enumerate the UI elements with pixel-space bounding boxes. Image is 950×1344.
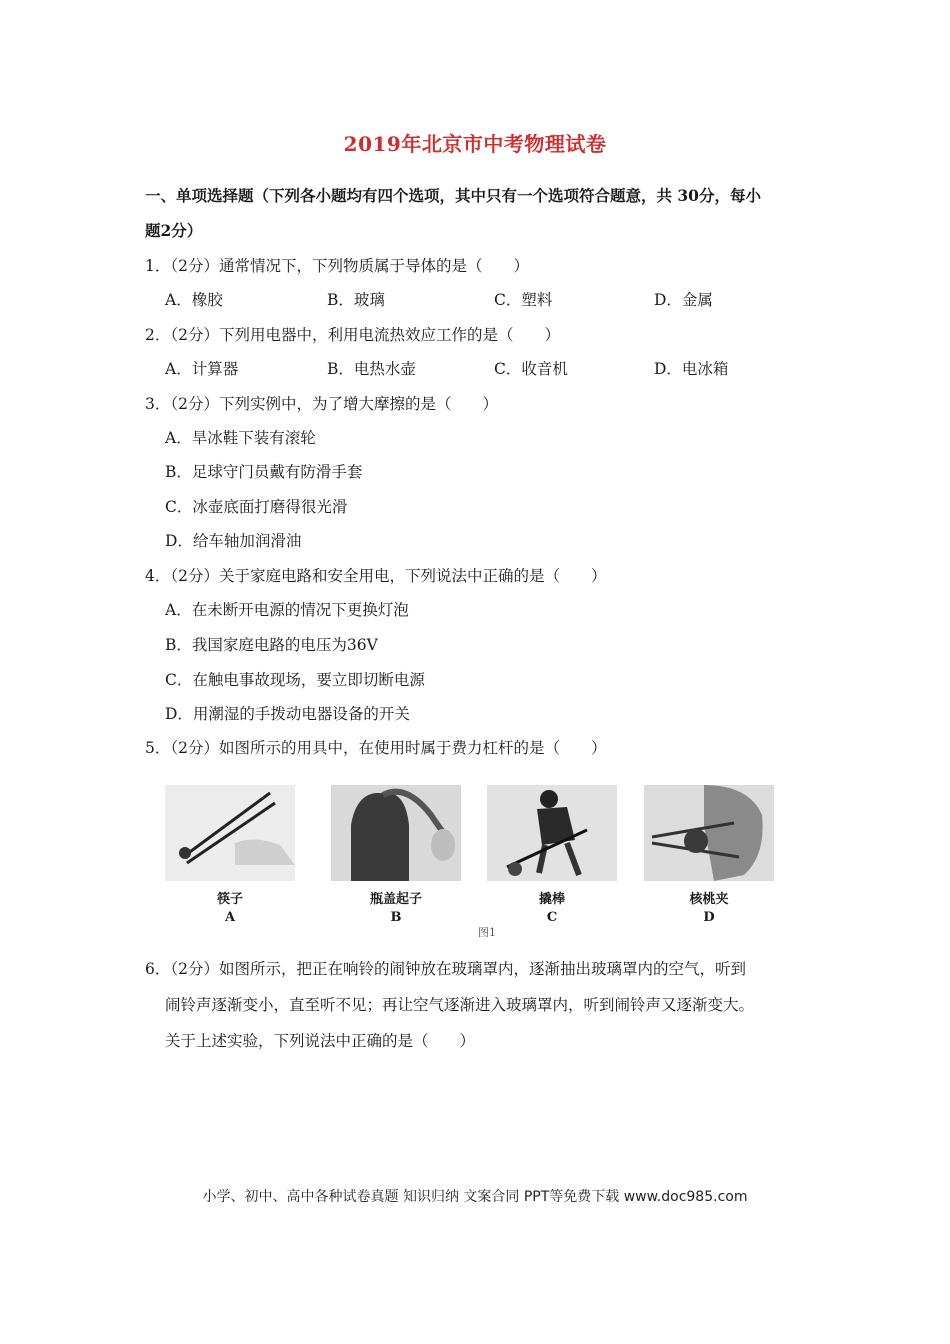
question-2-stem: 2．（2分）下列用电器中，利用电流热效应工作的是（ ） — [145, 326, 560, 344]
question-3-option-c: C．冰壶底面打磨得很光滑 — [165, 498, 348, 516]
figure-caption-d: 核桃夹 — [689, 892, 729, 907]
question-6-stem-cont-2: 关于上述实验，下列说法中正确的是（ ） — [165, 1032, 476, 1050]
question-1-option-b: B．玻璃 — [327, 291, 385, 309]
section-heading-cont: 题2分） — [145, 221, 203, 240]
figure-letter-a: A — [224, 910, 236, 925]
figure-caption-b: 瓶盖起子 — [369, 892, 422, 907]
page-title: 2019年北京市中考物理试卷 — [343, 132, 607, 156]
question-2-option-c: C．收音机 — [494, 360, 568, 378]
figure-letter-c: C — [546, 910, 558, 925]
figure-label: 图1 — [478, 926, 496, 939]
question-3-option-b: B．足球守门员戴有防滑手套 — [165, 463, 363, 481]
section-heading: 一、单项选择题（下列各小题均有四个选项，其中只有一个选项符合题意，共 30分，每小 — [145, 186, 761, 205]
question-2-option-a: A．计算器 — [165, 360, 239, 378]
question-4-option-a: A．在未断开电源的情况下更换灯泡 — [165, 601, 409, 619]
nutcracker-image — [644, 785, 774, 881]
figure-caption-c: 撬棒 — [538, 892, 565, 907]
figure-letter-d: D — [703, 910, 715, 925]
question-2-option-d: D．电冰箱 — [654, 360, 729, 378]
question-3-option-a: A．旱冰鞋下装有滚轮 — [165, 429, 316, 447]
question-1-option-a: A．橡胶 — [165, 291, 223, 309]
question-4-option-b: B．我国家庭电路的电压为36V — [165, 636, 378, 654]
question-5-stem: 5．（2分）如图所示的用具中，在使用时属于费力杠杆的是（ ） — [145, 739, 607, 757]
question-4-option-d: D．用潮湿的手拨动电器设备的开关 — [165, 705, 410, 723]
figure-letter-b: B — [390, 910, 402, 925]
question-6-stem: 6．（2分）如图所示，把正在响铃的闹钟放在玻璃罩内，逐渐抽出玻璃罩内的空气，听到 — [145, 960, 746, 978]
question-3-option-d: D．给车轴加润滑油 — [165, 532, 302, 550]
page-footer: 小学、初中、高中各种试卷真题 知识归纳 文案合同 PPT等免费下载 www.doc985.com — [202, 1189, 748, 1205]
bottle-opener-image — [331, 785, 461, 881]
question-1-option-c: C．塑料 — [494, 291, 553, 309]
question-1-option-d: D．金属 — [654, 291, 713, 309]
chopsticks-image — [165, 785, 295, 881]
figure-caption-a: 筷子 — [216, 892, 243, 907]
question-4-option-c: C．在触电事故现场，要立即切断电源 — [165, 671, 425, 689]
question-3-stem: 3．（2分）下列实例中，为了增大摩擦的是（ ） — [145, 395, 498, 413]
question-6-stem-cont: 闹铃声逐渐变小，直至听不见；再让空气逐渐进入玻璃罩内，听到闹铃声又逐渐变大。 — [165, 996, 755, 1014]
question-4-stem: 4．（2分）关于家庭电路和安全用电，下列说法中正确的是（ ） — [145, 567, 607, 585]
question-2-option-b: B．电热水壶 — [327, 360, 416, 378]
question-1-stem: 1．（2分）通常情况下，下列物质属于导体的是（ ） — [145, 257, 529, 275]
crowbar-image — [487, 785, 617, 881]
